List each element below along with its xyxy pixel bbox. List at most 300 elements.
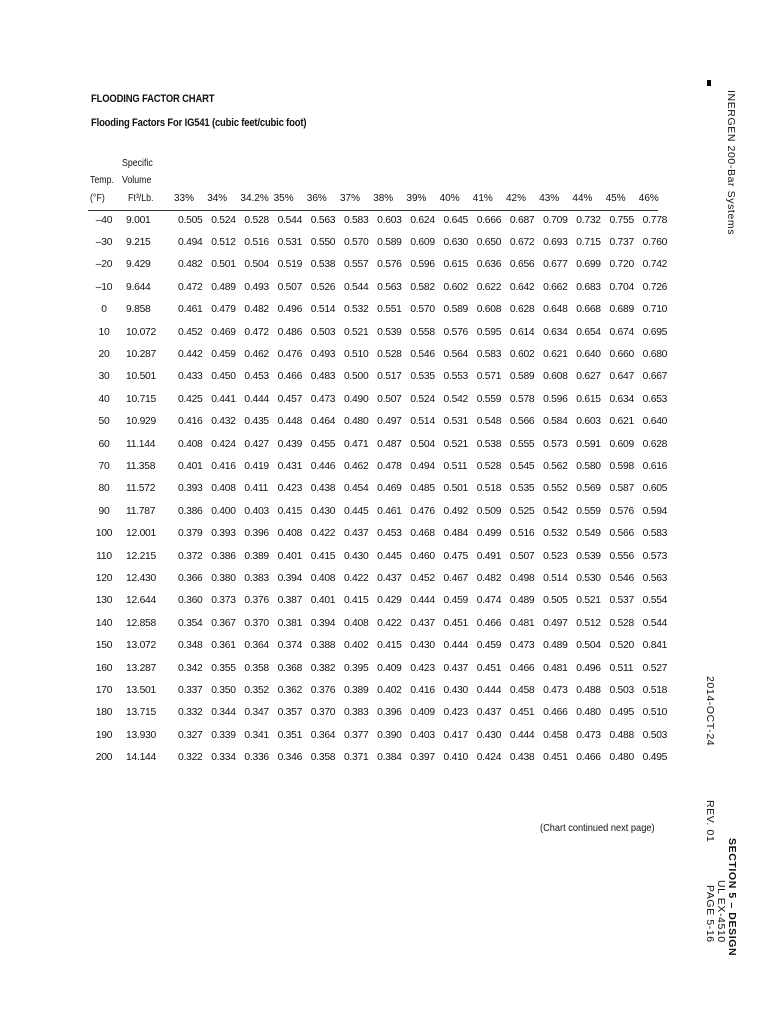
- flooding-factor-cell: 0.504: [410, 438, 435, 450]
- flooding-factor-cell: 0.570: [343, 237, 369, 249]
- flooding-factor-cell: 0.467: [443, 572, 469, 584]
- flooding-factor-cell: 0.382: [310, 662, 336, 674]
- flooding-factor-cell: 0.430: [410, 640, 435, 652]
- percent-header: 37%: [340, 193, 361, 204]
- temperature-cell: 180: [95, 707, 113, 719]
- table-row: [86, 366, 676, 388]
- specific-volume-cell: 10.715: [126, 393, 156, 405]
- flooding-factor-cell: 0.383: [343, 707, 369, 719]
- chart-subtitle: Flooding Factors For IG541 (cubic feet/cubic foot): [91, 117, 307, 129]
- specific-volume-cell: 12.215: [126, 550, 156, 562]
- flooding-factor-cell: 0.563: [310, 214, 336, 226]
- flooding-factor-cell: 0.364: [244, 640, 269, 652]
- flooding-factor-cell: 0.437: [443, 662, 469, 674]
- flooding-factor-cell: 0.487: [377, 438, 402, 450]
- flooding-factor-cell: 0.535: [509, 483, 535, 495]
- flooding-factor-cell: 0.396: [377, 707, 402, 719]
- flooding-factor-cell: 0.621: [543, 349, 568, 361]
- flooding-factor-cell: 0.654: [576, 326, 601, 338]
- flooding-factor-cell: 0.628: [642, 438, 668, 450]
- flooding-factor-cell: 0.546: [410, 349, 435, 361]
- flooding-factor-cell: 0.394: [277, 572, 303, 584]
- temperature-cell: 50: [98, 416, 110, 428]
- flooding-factor-cell: 0.559: [576, 505, 601, 517]
- specific-volume-cell: 11.358: [126, 460, 156, 472]
- flooding-factor-cell: 0.476: [277, 349, 303, 361]
- flooding-factor-cell: 0.397: [410, 752, 435, 764]
- flooding-factor-cell: 0.336: [244, 752, 269, 764]
- flooding-factor-cell: 0.444: [476, 684, 502, 696]
- table-row: [86, 209, 676, 231]
- flooding-factor-cell: 0.423: [410, 662, 435, 674]
- flooding-factor-cell: 0.383: [244, 572, 269, 584]
- specific-volume-cell: 11.572: [126, 483, 156, 495]
- flooding-factor-cell: 0.400: [211, 505, 236, 517]
- flooding-factor-cell: 0.573: [543, 438, 568, 450]
- flooding-factor-cell: 0.490: [343, 393, 369, 405]
- flooding-factor-cell: 0.656: [509, 259, 535, 271]
- flooding-factor-cell: 0.609: [410, 237, 435, 249]
- flooding-factor-cell: 0.564: [443, 349, 469, 361]
- table-row: [86, 657, 676, 679]
- flooding-factor-cell: 0.476: [410, 505, 435, 517]
- flooding-factor-cell: 0.444: [244, 393, 269, 405]
- flooding-factor-cell: 0.452: [178, 326, 203, 338]
- flooding-factor-cell: 0.683: [576, 281, 601, 293]
- flooding-factor-cell: 0.841: [642, 640, 668, 652]
- flooding-factor-cell: 0.402: [343, 640, 369, 652]
- flooding-factor-cell: 0.357: [277, 707, 303, 719]
- flooding-factor-cell: 0.479: [211, 304, 236, 316]
- flooding-factor-cell: 0.488: [576, 684, 601, 696]
- flooding-factor-cell: 0.497: [543, 617, 568, 629]
- flooding-factor-cell: 0.472: [178, 281, 203, 293]
- header-temp-unit: (°F): [90, 193, 105, 204]
- flooding-factor-cell: 0.393: [178, 483, 203, 495]
- flooding-factor-cell: 0.424: [476, 752, 502, 764]
- flooding-factor-cell: 0.512: [211, 237, 236, 249]
- flooding-factor-cell: 0.358: [244, 662, 269, 674]
- temperature-cell: –30: [95, 237, 113, 249]
- flooding-factor-cell: 0.427: [244, 438, 269, 450]
- flooding-factor-cell: 0.695: [642, 326, 668, 338]
- flooding-factor-cell: 0.408: [277, 528, 303, 540]
- percent-header: 42%: [506, 193, 527, 204]
- flooding-factor-cell: 0.616: [642, 460, 668, 472]
- flooding-factor-cell: 0.720: [609, 259, 634, 271]
- flooding-factor-cell: 0.527: [642, 662, 668, 674]
- flooding-factor-cell: 0.462: [244, 349, 269, 361]
- flooding-factor-cell: 0.468: [410, 528, 435, 540]
- flooding-factor-cell: 0.514: [310, 304, 336, 316]
- flooding-factor-cell: 0.384: [377, 752, 402, 764]
- header-volume: Volume: [122, 175, 152, 186]
- flooding-factor-cell: 0.396: [244, 528, 269, 540]
- flooding-factor-cell: 0.566: [609, 528, 634, 540]
- flooding-factor-cell: 0.401: [277, 550, 303, 562]
- flooding-factor-cell: 0.446: [310, 460, 336, 472]
- flooding-factor-cell: 0.551: [377, 304, 402, 316]
- flooding-factor-cell: 0.539: [576, 550, 601, 562]
- temperature-cell: 40: [98, 393, 110, 405]
- flooding-factor-cell: 0.409: [377, 662, 402, 674]
- flooding-factor-cell: 0.389: [343, 684, 369, 696]
- flooding-factor-cell: 0.415: [277, 505, 303, 517]
- flooding-factor-cell: 0.642: [509, 281, 535, 293]
- flooding-factor-cell: 0.484: [443, 528, 469, 540]
- flooding-factor-cell: 0.339: [211, 729, 236, 741]
- flooding-factor-cell: 0.544: [277, 214, 303, 226]
- flooding-factor-cell: 0.346: [277, 752, 303, 764]
- flooding-factor-cell: 0.451: [543, 752, 568, 764]
- flooding-factor-cell: 0.422: [377, 617, 402, 629]
- flooding-factor-cell: 0.624: [410, 214, 435, 226]
- flooding-factor-cell: 0.493: [310, 349, 336, 361]
- flooding-factor-cell: 0.371: [343, 752, 369, 764]
- flooding-factor-cell: 0.501: [443, 483, 469, 495]
- flooding-factor-cell: 0.370: [310, 707, 336, 719]
- flooding-factor-cell: 0.715: [576, 237, 601, 249]
- flooding-factor-cell: 0.361: [211, 640, 236, 652]
- flooding-factor-cell: 0.370: [244, 617, 269, 629]
- flooding-factor-cell: 0.408: [211, 483, 236, 495]
- table-row: [86, 522, 676, 544]
- flooding-factor-cell: 0.677: [543, 259, 568, 271]
- table-row: [86, 679, 676, 701]
- flooding-factor-cell: 0.474: [476, 595, 502, 607]
- specific-volume-cell: 10.929: [126, 416, 156, 428]
- flooding-factor-cell: 0.495: [642, 752, 668, 764]
- flooding-factor-cell: 0.544: [642, 617, 668, 629]
- flooding-factor-cell: 0.469: [377, 483, 402, 495]
- flooding-factor-cell: 0.589: [509, 371, 535, 383]
- flooding-factor-cell: 0.755: [609, 214, 634, 226]
- flooding-factor-cell: 0.352: [244, 684, 269, 696]
- flooding-factor-cell: 0.332: [178, 707, 203, 719]
- flooding-factor-cell: 0.511: [609, 662, 634, 674]
- flooding-factor-cell: 0.578: [509, 393, 535, 405]
- specific-volume-cell: 10.287: [126, 349, 156, 361]
- flooding-factor-cell: 0.411: [244, 483, 269, 495]
- flooding-factor-cell: 0.453: [377, 528, 402, 540]
- flooding-factor-cell: 0.548: [476, 416, 502, 428]
- flooding-factor-cell: 0.528: [609, 617, 634, 629]
- flooding-factor-cell: 0.429: [377, 595, 402, 607]
- flooding-factor-cell: 0.379: [178, 528, 203, 540]
- flooding-factor-cell: 0.471: [343, 438, 369, 450]
- flooding-factor-cell: 0.360: [178, 595, 203, 607]
- sidebar-doc-number: UL EX-4510: [715, 880, 727, 943]
- flooding-factor-cell: 0.494: [410, 460, 435, 472]
- flooding-factor-cell: 0.576: [609, 505, 634, 517]
- flooding-factor-cell: 0.451: [443, 617, 469, 629]
- flooding-factor-cell: 0.518: [642, 684, 668, 696]
- specific-volume-cell: 9.001: [126, 214, 151, 226]
- flooding-factor-cell: 0.778: [642, 214, 668, 226]
- flooding-factor-cell: 0.650: [476, 237, 502, 249]
- temperature-cell: 90: [98, 505, 110, 517]
- flooding-factor-cell: 0.430: [476, 729, 502, 741]
- flooding-factor-cell: 0.496: [576, 662, 601, 674]
- percent-header: 34.2%: [240, 193, 269, 204]
- flooding-factor-cell: 0.499: [476, 528, 502, 540]
- sidebar-date: 2014-OCT-24: [704, 676, 716, 747]
- flooding-factor-cell: 0.460: [410, 550, 435, 562]
- flooding-factor-cell: 0.448: [277, 416, 303, 428]
- specific-volume-cell: 9.644: [126, 281, 151, 293]
- flooding-factor-cell: 0.602: [443, 281, 469, 293]
- flooding-factor-cell: 0.583: [476, 349, 502, 361]
- flooding-factor-cell: 0.518: [476, 483, 502, 495]
- specific-volume-cell: 13.072: [126, 640, 156, 652]
- flooding-factor-cell: 0.417: [443, 729, 469, 741]
- flooding-factor-cell: 0.504: [244, 259, 269, 271]
- flooding-factor-cell: 0.528: [244, 214, 269, 226]
- flooding-factor-cell: 0.368: [277, 662, 303, 674]
- flooding-factor-cell: 0.445: [377, 550, 402, 562]
- flooding-factor-cell: 0.558: [410, 326, 435, 338]
- flooding-factor-cell: 0.395: [343, 662, 369, 674]
- flooding-factor-cell: 0.557: [343, 259, 369, 271]
- flooding-factor-cell: 0.461: [377, 505, 402, 517]
- specific-volume-cell: 9.858: [126, 304, 151, 316]
- flooding-factor-cell: 0.403: [410, 729, 435, 741]
- specific-volume-cell: 12.430: [126, 572, 156, 584]
- flooding-factor-cell: 0.546: [609, 572, 634, 584]
- flooding-factor-cell: 0.503: [642, 729, 668, 741]
- flooding-factor-cell: 0.521: [343, 326, 369, 338]
- flooding-factor-cell: 0.562: [543, 460, 568, 472]
- flooding-factor-cell: 0.437: [476, 707, 502, 719]
- flooding-factor-cell: 0.461: [178, 304, 203, 316]
- flooding-factor-cell: 0.466: [576, 752, 601, 764]
- flooding-factor-cell: 0.430: [343, 550, 369, 562]
- header-volume-unit: Ft³/Lb.: [128, 193, 154, 204]
- flooding-factor-cell: 0.489: [543, 640, 568, 652]
- flooding-factor-cell: 0.488: [609, 729, 634, 741]
- temperature-cell: 170: [95, 684, 113, 696]
- flooding-factor-cell: 0.505: [543, 595, 568, 607]
- flooding-factor-cell: 0.489: [509, 595, 535, 607]
- percent-header: 41%: [472, 193, 493, 204]
- flooding-factor-cell: 0.451: [509, 707, 535, 719]
- flooding-factor-cell: 0.537: [609, 595, 634, 607]
- flooding-factor-cell: 0.380: [211, 572, 236, 584]
- flooding-factor-cell: 0.354: [178, 617, 203, 629]
- flooding-factor-cell: 0.410: [443, 752, 469, 764]
- flooding-factor-cell: 0.480: [576, 707, 601, 719]
- flooding-factor-cell: 0.608: [476, 304, 502, 316]
- temperature-cell: 120: [95, 572, 113, 584]
- flooding-factor-cell: 0.732: [576, 214, 601, 226]
- flooding-factor-cell: 0.704: [609, 281, 634, 293]
- flooding-factor-cell: 0.666: [476, 214, 502, 226]
- flooding-factor-cell: 0.478: [377, 460, 402, 472]
- flooding-factor-cell: 0.570: [410, 304, 435, 316]
- flooding-factor-cell: 0.514: [543, 572, 568, 584]
- flooding-factor-cell: 0.554: [642, 595, 668, 607]
- flooding-factor-cell: 0.415: [377, 640, 402, 652]
- flooding-factor-cell: 0.416: [211, 460, 236, 472]
- flooding-factor-cell: 0.509: [476, 505, 502, 517]
- flooding-factor-cell: 0.441: [211, 393, 236, 405]
- flooding-factor-cell: 0.444: [443, 640, 469, 652]
- flooding-factor-cell: 0.636: [476, 259, 502, 271]
- flooding-factor-cell: 0.482: [476, 572, 502, 584]
- flooding-factor-cell: 0.580: [576, 460, 601, 472]
- flooding-factor-cell: 0.482: [244, 304, 269, 316]
- flooding-factor-cell: 0.528: [377, 349, 402, 361]
- table-row: [86, 343, 676, 365]
- temperature-cell: 20: [98, 349, 110, 361]
- flooding-factor-cell: 0.377: [343, 729, 369, 741]
- specific-volume-cell: 12.001: [126, 528, 156, 540]
- flooding-factor-cell: 0.347: [244, 707, 269, 719]
- flooding-factor-cell: 0.605: [642, 483, 668, 495]
- temperature-cell: –10: [95, 281, 113, 293]
- flooding-factor-cell: 0.595: [476, 326, 502, 338]
- flooding-factor-cell: 0.674: [609, 326, 634, 338]
- flooding-factor-cell: 0.553: [443, 371, 469, 383]
- flooding-factor-cell: 0.408: [343, 617, 369, 629]
- flooding-factor-cell: 0.480: [343, 416, 369, 428]
- flooding-factor-cell: 0.437: [343, 528, 369, 540]
- flooding-factor-cell: 0.571: [476, 371, 502, 383]
- flooding-factor-cell: 0.422: [310, 528, 336, 540]
- flooding-factor-cell: 0.542: [543, 505, 568, 517]
- flooding-factor-cell: 0.530: [576, 572, 601, 584]
- flooding-factor-cell: 0.348: [178, 640, 203, 652]
- flooding-factor-cell: 0.596: [410, 259, 435, 271]
- flooding-factor-cell: 0.516: [244, 237, 269, 249]
- flooding-factor-cell: 0.475: [443, 550, 469, 562]
- flooding-factor-cell: 0.364: [310, 729, 336, 741]
- flooding-factor-cell: 0.472: [244, 326, 269, 338]
- flooding-factor-cell: 0.505: [178, 214, 203, 226]
- flooding-factor-cell: 0.337: [178, 684, 203, 696]
- temperature-cell: 60: [98, 438, 110, 450]
- flooding-factor-cell: 0.542: [443, 393, 469, 405]
- flooding-factor-cell: 0.422: [343, 572, 369, 584]
- flooding-factor-cell: 0.535: [410, 371, 435, 383]
- flooding-factor-cell: 0.437: [377, 572, 402, 584]
- specific-volume-cell: 12.858: [126, 617, 156, 629]
- flooding-factor-cell: 0.603: [576, 416, 601, 428]
- flooding-factor-cell: 0.531: [277, 237, 303, 249]
- flooding-factor-cell: 0.344: [211, 707, 236, 719]
- flooding-factor-cell: 0.501: [211, 259, 236, 271]
- temperature-cell: 100: [95, 528, 113, 540]
- flooding-factor-cell: 0.481: [509, 617, 535, 629]
- percent-header: 46%: [638, 193, 659, 204]
- flooding-factor-cell: 0.423: [443, 707, 469, 719]
- flooding-factor-cell: 0.453: [244, 371, 269, 383]
- flooding-factor-cell: 0.394: [310, 617, 336, 629]
- flooding-factor-cell: 0.376: [310, 684, 336, 696]
- flooding-factor-cell: 0.640: [642, 416, 668, 428]
- flooding-factor-cell: 0.710: [642, 304, 668, 316]
- table-row: [86, 567, 676, 589]
- flooding-factor-cell: 0.390: [377, 729, 402, 741]
- flooding-factor-cell: 0.545: [509, 460, 535, 472]
- flooding-factor-cell: 0.507: [277, 281, 303, 293]
- flooding-factor-cell: 0.464: [310, 416, 336, 428]
- flooding-factor-cell: 0.517: [377, 371, 402, 383]
- percent-header: 43%: [539, 193, 560, 204]
- flooding-factor-cell: 0.602: [509, 349, 535, 361]
- flooding-factor-cell: 0.507: [509, 550, 535, 562]
- flooding-factor-cell: 0.439: [277, 438, 303, 450]
- flooding-factor-cell: 0.680: [642, 349, 668, 361]
- flooding-factor-cell: 0.576: [377, 259, 402, 271]
- flooding-factor-cell: 0.373: [211, 595, 236, 607]
- flooding-factor-cell: 0.634: [609, 393, 634, 405]
- flooding-factor-cell: 0.569: [576, 483, 601, 495]
- flooding-factor-cell: 0.742: [642, 259, 668, 271]
- flooding-factor-cell: 0.573: [642, 550, 668, 562]
- flooding-factor-cell: 0.452: [410, 572, 435, 584]
- flooding-factor-cell: 0.342: [178, 662, 203, 674]
- flooding-factor-cell: 0.628: [509, 304, 535, 316]
- table-row: [86, 612, 676, 634]
- flooding-factor-cell: 0.582: [410, 281, 435, 293]
- flooding-factor-cell: 0.519: [277, 259, 303, 271]
- flooding-factor-cell: 0.622: [476, 281, 502, 293]
- flooding-factor-cell: 0.425: [178, 393, 203, 405]
- temperature-cell: 0: [101, 304, 107, 316]
- flooding-factor-cell: 0.430: [443, 684, 469, 696]
- flooding-factor-cell: 0.419: [244, 460, 269, 472]
- specific-volume-cell: 9.215: [126, 237, 151, 249]
- flooding-factor-cell: 0.672: [509, 237, 535, 249]
- table-row: [86, 299, 676, 321]
- percent-header: 33%: [174, 193, 195, 204]
- flooding-factor-cell: 0.532: [343, 304, 369, 316]
- flooding-factor-cell: 0.693: [543, 237, 568, 249]
- flooding-factor-cell: 0.462: [343, 460, 369, 472]
- flooding-factor-cell: 0.388: [310, 640, 336, 652]
- flooding-factor-cell: 0.423: [277, 483, 303, 495]
- flooding-factor-cell: 0.437: [410, 617, 435, 629]
- table-row: [86, 388, 676, 410]
- flooding-factor-cell: 0.442: [178, 349, 203, 361]
- flooding-factor-cell: 0.498: [509, 572, 535, 584]
- flooding-factor-cell: 0.550: [310, 237, 336, 249]
- flooding-factor-cell: 0.454: [343, 483, 369, 495]
- table-row: [86, 634, 676, 656]
- flooding-factor-cell: 0.387: [277, 595, 303, 607]
- flooding-factor-cell: 0.615: [443, 259, 469, 271]
- flooding-factor-cell: 0.608: [543, 371, 568, 383]
- flooding-factor-cell: 0.482: [178, 259, 203, 271]
- temperature-cell: 190: [95, 729, 113, 741]
- flooding-factor-cell: 0.416: [178, 416, 203, 428]
- percent-header: 38%: [373, 193, 394, 204]
- flooding-factor-cell: 0.507: [377, 393, 402, 405]
- flooding-factor-cell: 0.386: [211, 550, 236, 562]
- flooding-factor-cell: 0.523: [543, 550, 568, 562]
- flooding-factor-cell: 0.473: [310, 393, 336, 405]
- flooding-factor-cell: 0.583: [343, 214, 369, 226]
- table-row: [86, 254, 676, 276]
- flooding-factor-cell: 0.494: [178, 237, 203, 249]
- specific-volume-cell: 13.715: [126, 707, 156, 719]
- flooding-factor-cell: 0.322: [178, 752, 203, 764]
- percent-header: 34%: [207, 193, 228, 204]
- flooding-factor-cell: 0.583: [642, 528, 668, 540]
- flooding-factor-cell: 0.401: [178, 460, 203, 472]
- flooding-factor-cell: 0.358: [310, 752, 336, 764]
